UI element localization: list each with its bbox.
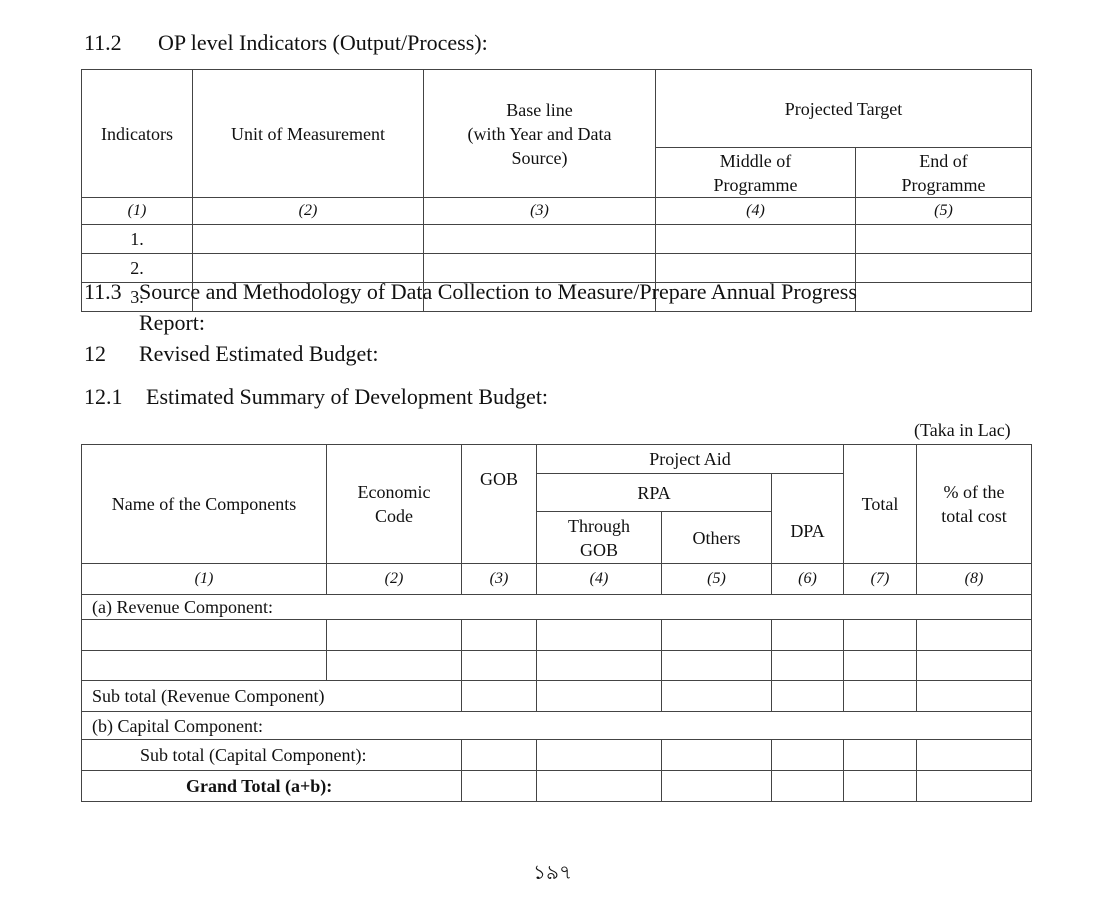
through-line-1: Through	[568, 515, 630, 536]
empty-cell	[193, 225, 424, 254]
header-project-aid: Project Aid	[537, 445, 844, 474]
subtotal-revenue-label: Sub total (Revenue Component)	[82, 681, 462, 712]
table-row	[82, 651, 1032, 681]
middle-line-2: Programme	[713, 174, 798, 195]
empty-cell	[82, 620, 327, 651]
header-baseline	[424, 70, 656, 198]
empty-cell	[662, 681, 772, 712]
col-num: (4)	[656, 198, 856, 225]
empty-cell	[537, 740, 662, 771]
header-others: Others	[662, 512, 772, 564]
empty-cell	[424, 225, 656, 254]
empty-cell	[772, 620, 844, 651]
baseline-line-3: Source)	[511, 147, 568, 168]
empty-cell	[82, 651, 327, 681]
empty-cell	[462, 620, 537, 651]
col-num: (5)	[856, 198, 1032, 225]
header-total: Total	[844, 445, 917, 564]
empty-cell	[462, 651, 537, 681]
section-12-number: 12	[84, 341, 106, 366]
empty-cell	[662, 771, 772, 802]
section-12-title: Revised Estimated Budget:	[139, 341, 379, 366]
col-num: (6)	[772, 564, 844, 595]
empty-cell	[327, 651, 462, 681]
col-num: (7)	[844, 564, 917, 595]
empty-cell	[917, 771, 1032, 802]
pct-line-2: total cost	[941, 506, 1007, 526]
row-number: 2.	[82, 254, 193, 283]
col-num: (2)	[327, 564, 462, 595]
empty-cell	[462, 740, 537, 771]
header-through-gob	[537, 512, 662, 564]
empty-cell	[856, 283, 1032, 312]
col-num: (3)	[424, 198, 656, 225]
col-num: (3)	[462, 564, 537, 595]
header-economic-code	[327, 445, 462, 564]
column-number-row	[82, 198, 1032, 225]
pct-line-1: % of the	[943, 482, 1005, 502]
row-number: 3.	[82, 283, 193, 312]
header-indicators: Indicators	[82, 70, 193, 198]
section-11-3-title-cont: Report:	[139, 310, 205, 335]
middle-line-1: Middle of	[719, 150, 792, 171]
empty-cell	[537, 620, 662, 651]
empty-cell	[772, 771, 844, 802]
section-12-1-title: Estimated Summary of Development Budget:	[146, 384, 549, 409]
table-row	[82, 740, 1032, 771]
header-unit-of-measurement: Unit of Measurement	[193, 70, 424, 198]
through-line-2: GOB	[579, 539, 618, 560]
table-row	[82, 225, 1032, 254]
empty-cell	[662, 620, 772, 651]
baseline-line-2: (with Year and Data	[467, 123, 612, 144]
economic-line-1: Economic	[357, 482, 431, 502]
empty-cell	[844, 620, 917, 651]
empty-cell	[917, 740, 1032, 771]
empty-cell	[537, 651, 662, 681]
section-11-2-number: 11.2	[84, 30, 122, 55]
empty-cell	[917, 651, 1032, 681]
empty-cell	[662, 740, 772, 771]
col-num: (2)	[193, 198, 424, 225]
capital-component-label: (b) Capital Component:	[82, 712, 1032, 740]
table-row	[82, 771, 1032, 802]
empty-cell	[856, 254, 1032, 283]
header-middle-of-programme	[656, 148, 856, 198]
table-row	[82, 681, 1032, 712]
col-num: (8)	[917, 564, 1032, 595]
header-gob: GOB	[462, 445, 537, 564]
row-number: 1.	[82, 225, 193, 254]
empty-cell	[844, 681, 917, 712]
header-component-name: Name of the Components	[82, 445, 327, 564]
empty-cell	[844, 651, 917, 681]
header-end-of-programme	[856, 148, 1032, 198]
header-dpa: DPA	[772, 474, 844, 564]
header-projected-target: Projected Target	[656, 70, 1032, 148]
table-row	[82, 620, 1032, 651]
col-num: (1)	[82, 198, 193, 225]
empty-cell	[772, 740, 844, 771]
revenue-component-label: (a) Revenue Component:	[82, 595, 1032, 620]
empty-cell	[327, 620, 462, 651]
empty-cell	[662, 651, 772, 681]
economic-line-2: Code	[375, 506, 413, 526]
col-num: (4)	[537, 564, 662, 595]
empty-cell	[656, 225, 856, 254]
empty-cell	[772, 651, 844, 681]
page-number: ১৯৭	[533, 862, 572, 884]
empty-cell	[462, 681, 537, 712]
empty-cell	[917, 681, 1032, 712]
empty-cell	[537, 681, 662, 712]
empty-cell	[772, 681, 844, 712]
baseline-line-1: Base line	[506, 99, 573, 120]
end-line-2: Programme	[901, 174, 986, 195]
section-11-3-title: Source and Methodology of Data Collection to Measure/Prepare Annual Progress	[139, 279, 857, 304]
col-num: (5)	[662, 564, 772, 595]
column-number-row	[82, 564, 1032, 595]
header-percent-total-cost	[917, 445, 1032, 564]
empty-cell	[462, 771, 537, 802]
empty-cell	[917, 620, 1032, 651]
indicators-table	[81, 69, 1032, 312]
header-rpa: RPA	[537, 474, 772, 512]
empty-cell	[537, 771, 662, 802]
budget-table	[81, 444, 1032, 802]
section-11-3-number: 11.3	[84, 279, 122, 304]
unit-note: (Taka in Lac)	[914, 420, 1011, 440]
empty-cell	[856, 225, 1032, 254]
subtotal-capital-label: Sub total (Capital Component):	[82, 740, 462, 771]
end-line-1: End of	[919, 150, 968, 171]
section-12-1-number: 12.1	[84, 384, 123, 409]
grand-total-label: Grand Total (a+b):	[82, 771, 462, 802]
empty-cell	[844, 740, 917, 771]
col-num: (1)	[82, 564, 327, 595]
empty-cell	[844, 771, 917, 802]
section-11-2-title: OP level Indicators (Output/Process):	[158, 30, 488, 55]
